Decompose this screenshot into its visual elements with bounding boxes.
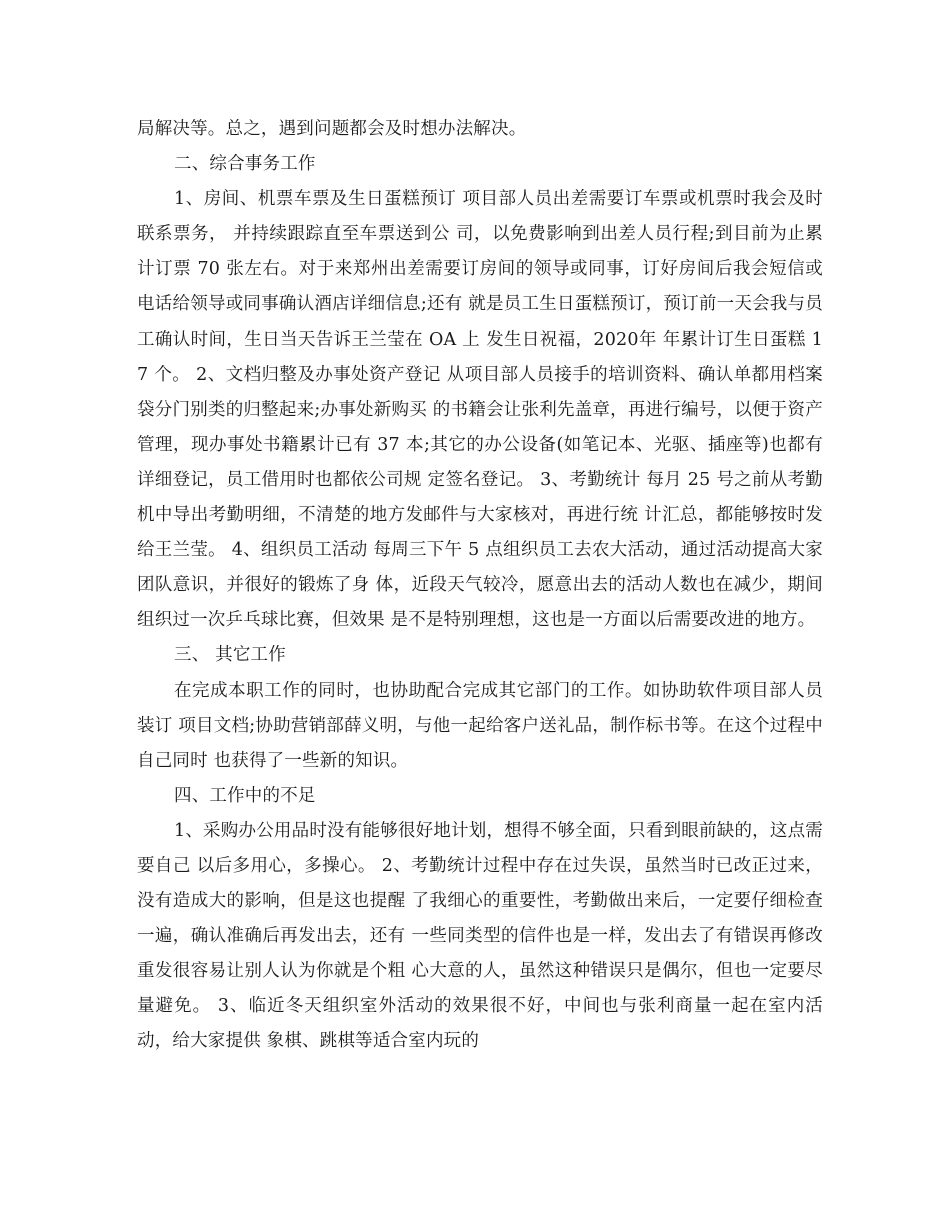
paragraph-general-affairs: 1、房间、机票车票及生日蛋糕预订 项目部人员出差需要订车票或机票时我会及时联系票务， 并持续跟踪直至车票送到公 司，以免费影响到出差人员行程;到目前为止累计订票 70 张左右。对于来郑州出差需要订房间的领导或同事，订好房间后我会短信或电话给领导或同事确认酒店详细信息;还有 就是员工生日蛋糕预订，预订前一天会我与员工确认时间，生日当天告诉王兰莹在 OA 上 发生日祝福，2020年 年累计订生日蛋糕 17 个。 2、文档归整及办事处资产登记 从项目部人员接手的培训资料、确认单都用档案袋分门别类的归整起来;办事处新购买 的书籍会让张利先盖章，再进行编号，以便于资产管理，现办事处书籍累计已有 37 本;其它的办公设备(如笔记本、光驱、插座等)也都有详细登记，员工借用时也都依公司规 定签名登记。 3、考勤统计 每月 25 号之前从考勤机中导出考勤明细，不清楚的地方发邮件与大家核对，再进行统 计汇总，都能够按时发给王兰莹。 4、组织员工活动 每周三下午 5 点组织员工去农大活动，通过活动提高大家团队意识，并很好的锻炼了身 体，近段天气较冷，愿意出去的活动人数也在减少，期间组织过一次乒乓球比赛，但效果 是不是特别理想，这也是一方面以后需要改进的地方。: [137, 189, 823, 631]
section-heading-other-work: 三、 其它工作: [174, 645, 286, 666]
section-heading-general-affairs: 二、综合事务工作: [174, 154, 316, 175]
paragraph-shortcomings: 1、采购办公用品时没有能够很好地计划，想得不够全面，只看到眼前缺的，这点需要自己 以后多用心，多操心。 2、考勤统计过程中存在过失误，虽然当时已改正过来，没有造成大的影响，但是这也提醒 了我细心的重要性，考勤做出来后，一定要仔细检查一遍，确认准确后再发出去，还有 一些同类型的信件也是一样，发出去了有错误再修改重发很容易让别人认为你就是个粗 心大意的人，虽然这种错误只是偶尔，但也一定要尽量避免。 3、临近冬天组织室外活动的效果很不好，中间也与张利商量一起在室内活动，给大家提供 象棋、跳棋等适合室内玩的: [137, 820, 823, 1052]
paragraph-other-work: 在完成本职工作的同时，也协助配合完成其它部门的工作。如协助软件项目部人员装订 项目文档;协助营销部薛义明，与他一起给客户送礼品，制作标书等。在这个过程中自己同时 也获得了一些新的知识。: [137, 680, 823, 771]
paragraph-continuation: 局解决等。总之，遇到问题都会及时想办法解决。: [137, 119, 527, 139]
document-body: [137, 112, 823, 1060]
section-heading-shortcomings: 四、工作中的不足: [174, 785, 316, 806]
